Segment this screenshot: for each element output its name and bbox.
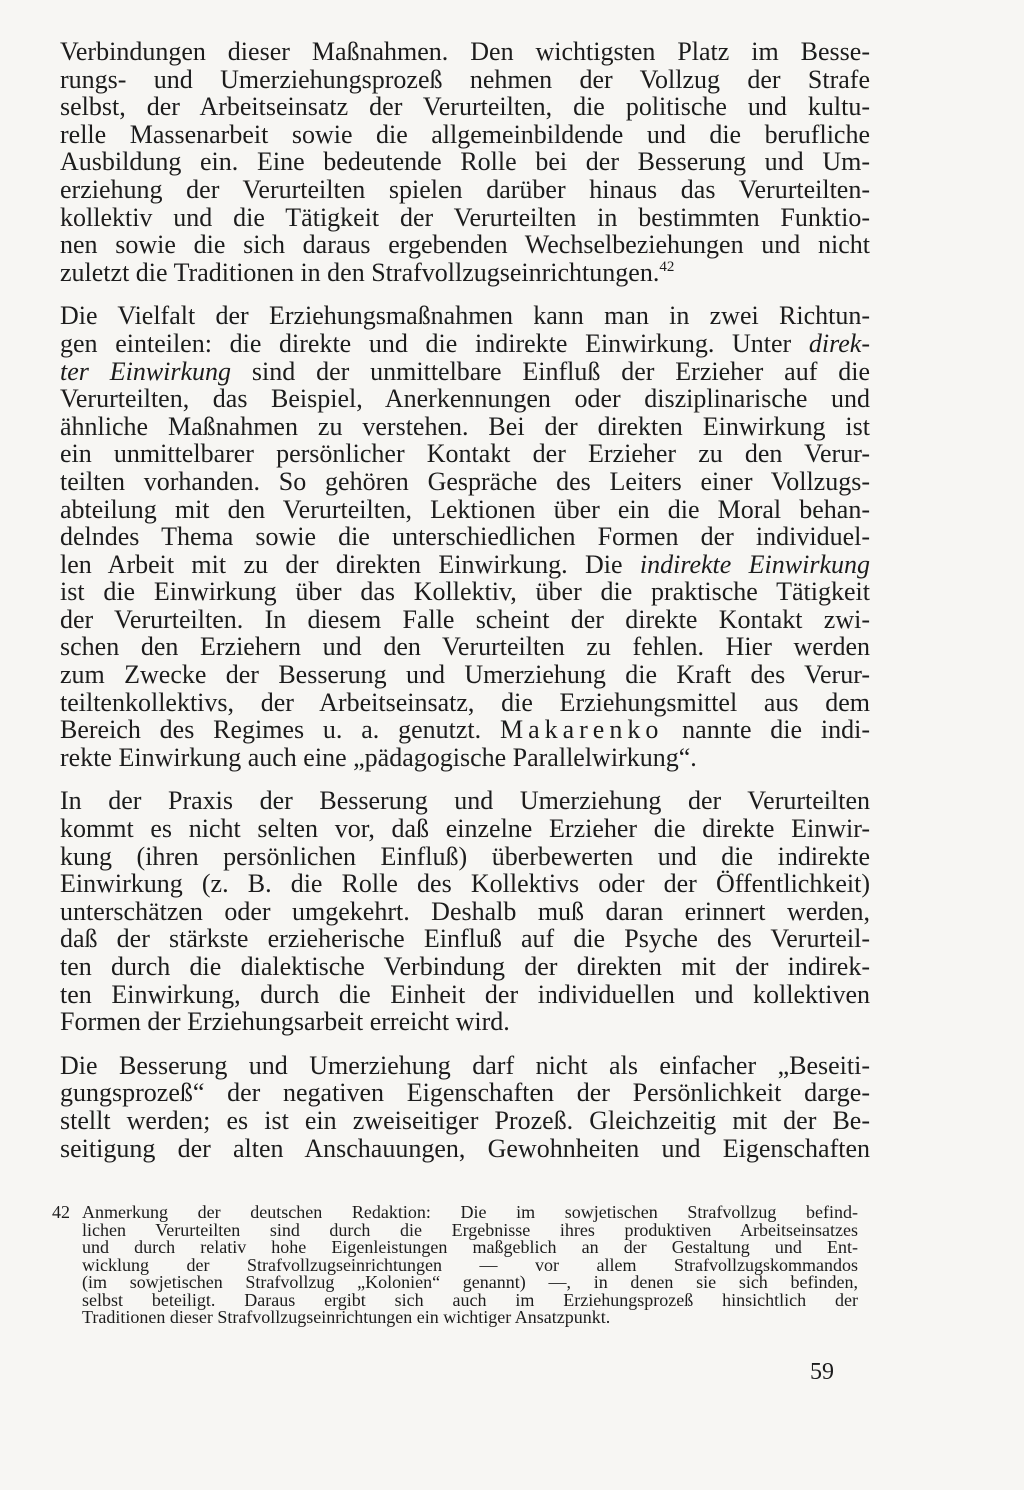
footnote-reference: 42 [659, 258, 675, 275]
text-line: gungsprozeß“ der negativen Eigenschaften der Persönlichkeit darge- [60, 1078, 870, 1108]
footnote-line: Anmerkung der deutschen Redaktion: Die im sowjetischen Strafvollzug befind- [82, 1202, 858, 1222]
text-fragment: sind der unmittelbare Einfluß der Erzieher auf die [231, 356, 870, 386]
text-line [60, 551, 870, 579]
text-line: delndes Thema sowie die unterschiedlichen Formen der individuel- [60, 522, 870, 552]
text-line [60, 259, 870, 287]
text-line: ten Einwirkung, durch die Einheit der individuellen und kollektiven [60, 979, 870, 1009]
text-line: Ausbildung ein. Eine bedeutende Rolle bei der Besserung und Um- [60, 147, 870, 177]
footnote-line: Traditionen dieser Strafvollzugseinrichtungen ein wichtiger Ansatzpunkt. [82, 1307, 611, 1327]
italic-term: direk- [808, 328, 870, 358]
footnote-line: lichen Verurteilten sind durch die Ergebnisse ihres produktiven Arbeitseinsatzes [82, 1219, 858, 1240]
text-line: zum Zwecke der Besserung und Umerziehung die Kraft des Verur- [60, 660, 870, 690]
text-line: nen sowie die sich daraus ergebenden Wechselbeziehungen und nicht [60, 230, 870, 260]
footnote-number: 42 [52, 1202, 70, 1222]
text-line: abteilung mit den Verurteilten, Lektionen über ein die Moral behan- [60, 494, 870, 524]
text-line: ist die Einwirkung über das Kollektiv, über die praktische Tätigkeit [60, 577, 870, 607]
footnote-line: (im sowjetischen Strafvollzug „Kolonien“ genannt) —, in denen sie sich befinden, [82, 1272, 858, 1292]
text-line: In der Praxis der Besserung und Umerziehung der Verurteilten [60, 786, 870, 816]
text-fragment: nannte die indi- [663, 715, 870, 745]
spaced-name: Makarenko [499, 715, 664, 745]
text-fragment: len Arbeit mit zu der direkten Einwirkung. Die [60, 549, 640, 579]
footnote-text [82, 1204, 858, 1327]
text-line: teilten vorhanden. So gehören Gespräche des Leiters einer Vollzugs- [60, 466, 870, 496]
footnote-line: wicklung der Strafvollzugseinrichtungen — vor allem Strafvollzugskommandos [82, 1254, 858, 1275]
text-line: rungs- und Umerziehungsprozeß nehmen der Vollzug der Strafe [60, 64, 870, 94]
text-fragment: Bereich des Regimes u. a. genutzt. [60, 715, 500, 745]
paragraph-3 [60, 787, 870, 1035]
text-line: ähnliche Maßnahmen zu verstehen. Bei der direkten Einwirkung ist [60, 411, 870, 441]
text-line: unterschätzen oder umgekehrt. Deshalb muß daran erinnert werden, [60, 896, 870, 926]
text-line: kung (ihren persönlichen Einfluß) überbewerten und die indirekte [60, 841, 870, 871]
text-line [60, 358, 870, 386]
text-line: Formen der Erziehungsarbeit erreicht wird. [60, 1007, 510, 1037]
paragraph-1 [60, 38, 870, 286]
text-line: ein unmittelbarer persönlicher Kontakt der Erzieher zu den Verur- [60, 439, 870, 469]
footnote-line: selbst beteiligt. Daraus ergibt sich auch im Erziehungsprozeß hinsichtlich der [82, 1289, 858, 1310]
text-line: rekte Einwirkung auch eine „pädagogische Parallelwirkung“. [60, 742, 697, 772]
text-line: schen den Erziehern und den Verurteilten zu fehlen. Hier werden [60, 632, 870, 662]
text-line: relle Massenarbeit sowie die allgemeinbildende und die berufliche [60, 119, 870, 149]
text-fragment: zuletzt die Traditionen in den Strafvollzugseinrichtungen. [60, 257, 660, 287]
text-line: teiltenkollektivs, der Arbeitseinsatz, die Erziehungsmittel aus dem [60, 687, 870, 717]
body-text [60, 38, 870, 1162]
paragraph-2 [60, 302, 870, 771]
text-line: ten durch die dialektische Verbindung der direkten mit der indirek- [60, 952, 870, 981]
italic-term: indirekte Einwirkung [639, 549, 870, 579]
text-line: daß der stärkste erzieherische Einfluß auf die Psyche des Verurteil- [60, 924, 870, 954]
text-line: Verbindungen dieser Maßnahmen. Den wichtigsten Platz im Besse- [60, 37, 870, 66]
footnote-line: und durch relativ hohe Eigenleistungen maßgeblich an der Gestaltung und Ent- [82, 1237, 858, 1257]
text-line: Die Besserung und Umerziehung darf nicht als einfacher „Beseiti- [60, 1050, 870, 1080]
text-line: Verurteilten, das Beispiel, Anerkennungen oder disziplinarische und [60, 384, 870, 414]
text-line: kommt es nicht selten vor, daß einzelne Erzieher die direkte Einwir- [60, 814, 870, 844]
text-line [60, 330, 870, 358]
text-line: seitigung der alten Anschauungen, Gewohnheiten und Eigenschaften [60, 1133, 870, 1163]
text-line: erziehung der Verurteilten spielen darüber hinaus das Verurteilten- [60, 174, 870, 204]
text-line: kollektiv und die Tätigkeit der Verurteilten in bestimmten Funktio- [60, 202, 870, 232]
page-number: 59 [810, 1359, 834, 1385]
text-line: Einwirkung (z. B. die Rolle des Kollektivs oder der Öffentlichkeit) [60, 869, 870, 899]
text-fragment: gen einteilen: die direkte und die indirekte Einwirkung. Unter [60, 328, 809, 358]
text-line: der Verurteilten. In diesem Falle scheint der direkte Kontakt zwi- [60, 604, 870, 634]
italic-term: ter Einwirkung [60, 356, 232, 386]
text-line: stellt werden; es ist ein zweiseitiger Prozeß. Gleichzeitig mit der Be- [60, 1105, 870, 1135]
text-line: Die Vielfalt der Erziehungsmaßnahmen kann man in zwei Richtun- [60, 301, 870, 331]
text-line [60, 716, 870, 744]
paragraph-4 [60, 1052, 870, 1162]
text-line: selbst, der Arbeitseinsatz der Verurteilten, die politische und kultu- [60, 92, 870, 122]
